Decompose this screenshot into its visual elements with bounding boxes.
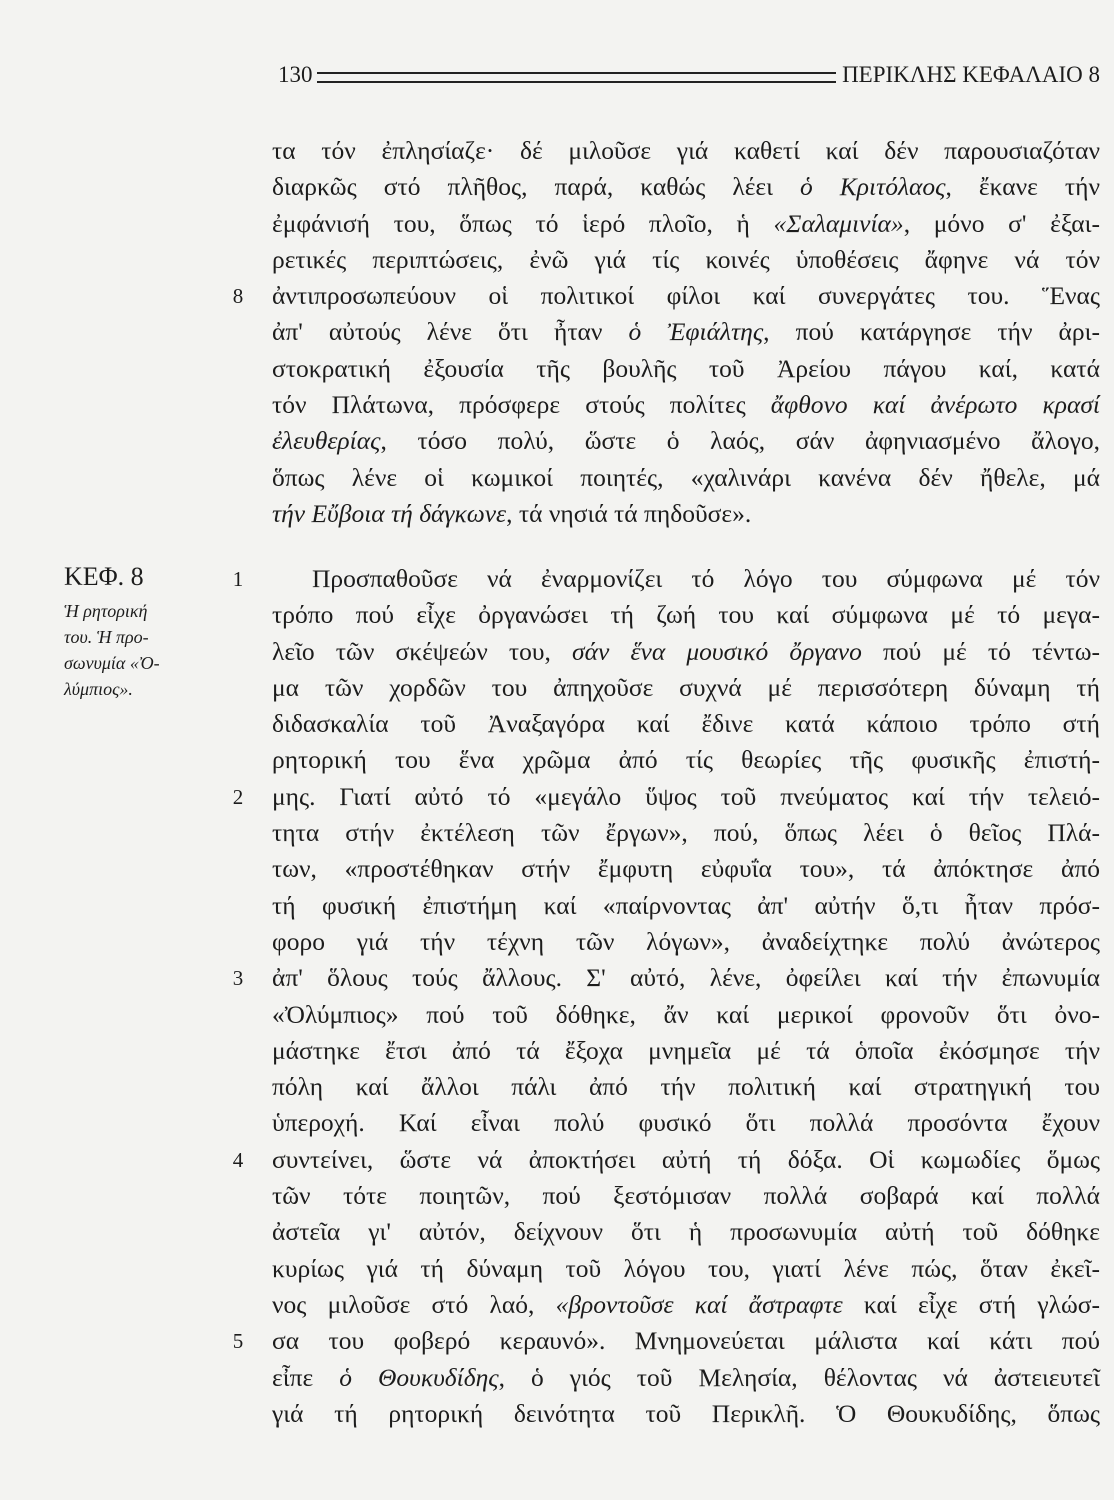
- text-line: [272, 742, 1100, 778]
- text-segment: ἀστεῖα γι' αὐτόν, δείχνουν ὅτι ἡ προσωνυμία αὐτή τοῦ δόθηκε: [272, 1217, 1100, 1247]
- text-segment: τρόπο πού εἶχε ὀργανώσει τή ζωή του καί σύμφωνα μέ τό μεγα-: [272, 600, 1100, 630]
- text-segment: λεῖο τῶν σκέψεών του,: [272, 636, 573, 666]
- text-segment: των, «προστέθηκαν στήν ἔμφυτη εὐφυΐα του», τά ἀπόκτησε ἀπό: [272, 854, 1100, 884]
- sidenote-line: του. Ἡ προ-: [64, 627, 149, 647]
- text-segment: κυρίως γιά τή δύναμη τοῦ λόγου του, γιατί λένε πώς, ὅταν ἐκεῖ-: [272, 1253, 1100, 1283]
- text-segment: , τά νησιά τά πηδοῦσε».: [506, 498, 752, 528]
- running-header: [278, 58, 1100, 92]
- running-title: ΠΕΡΙΚΛΗΣ ΚΕΦΑΛΑΙΟ 8: [842, 62, 1100, 87]
- text-segment: πόλη καί ἄλλοι πάλι ἀπό τήν πολιτική καί στρατηγική του: [272, 1072, 1100, 1102]
- text-line: [272, 1069, 1100, 1105]
- text-line: [272, 851, 1100, 887]
- italic-text: ὁ Ἐφιάλτης: [628, 317, 764, 347]
- header-double-rule: [317, 72, 837, 83]
- italic-text: ὁ Κριτόλαος: [800, 172, 946, 202]
- sidenote-line: λύμπιος».: [64, 679, 133, 699]
- text-line: [272, 670, 1100, 706]
- text-segment: ἀντιπροσωπεύουν οἱ πολιτικοί φίλοι καί συνεργάτες του. Ἕνας: [272, 281, 1100, 311]
- text-segment: μα τῶν χορδῶν του ἀπηχοῦσε συχνά μέ περισσότερη δύναμη τή: [272, 672, 1100, 702]
- text-segment: , μόνο σ' ἐξαι-: [903, 208, 1100, 238]
- text-line: [272, 1396, 1100, 1432]
- text-segment: τή φυσική ἐπιστήμη καί «παίρνοντας ἀπ' αὐτήν ὅ,τι ἦταν πρόσ-: [272, 890, 1100, 920]
- text-line: [272, 1142, 1100, 1178]
- text-line: [272, 1251, 1100, 1287]
- text-line: [272, 1178, 1100, 1214]
- text-line: [272, 496, 1100, 532]
- text-line: [272, 815, 1100, 851]
- text-segment: διδασκαλία τοῦ Ἀναξαγόρα καί ἔδινε κατά κάποιο τρόπο στή: [272, 709, 1100, 739]
- margin-line-number: 2: [232, 784, 244, 809]
- text-line: [272, 561, 1100, 597]
- chapter-label: ΚΕΦ. 8: [64, 562, 144, 591]
- text-segment: καί εἶχε στή γλώσ-: [842, 1289, 1100, 1319]
- text-segment: συντείνει, ὥστε νά ἀποκτήσει αὐτή τή δόξα. Οἱ κωμωδίες ὅμως: [272, 1144, 1100, 1174]
- margin-line-number: 4: [232, 1147, 244, 1172]
- text-segment: νος μιλοῦσε στό λαό,: [272, 1289, 556, 1319]
- margin-sidenote: [64, 562, 160, 702]
- text-line: [272, 1323, 1100, 1359]
- text-segment: πού μέ τό τέντω-: [861, 636, 1101, 666]
- text-line: [272, 706, 1100, 742]
- margin-line-number: 1: [232, 567, 244, 591]
- text-segment: ρητορική του ἕνα χρῶμα ἀπό τίς θεωρίες τῆς φυσικῆς ἐπιστή-: [272, 745, 1100, 775]
- text-segment: ρετικές περιπτώσεις, ἐνῶ γιά τίς κοινές ὑποθέσεις ἄφηνε νά τόν: [272, 244, 1100, 274]
- text-line: [272, 206, 1100, 242]
- text-line: [272, 997, 1100, 1033]
- text-line: [272, 960, 1100, 996]
- italic-text: «βροντοῦσε καί ἄστραφτε: [555, 1289, 843, 1319]
- text-line: [272, 597, 1100, 633]
- text-segment: τητα στήν ἐκτέλεση τῶν ἔργων», πού, ὅπως λέει ὁ θεῖος Πλά-: [272, 818, 1100, 848]
- text-line: [272, 634, 1100, 670]
- text-line: [272, 169, 1100, 205]
- text-line: [272, 1033, 1100, 1069]
- text-line: [272, 1214, 1100, 1250]
- text-segment: ὑπεροχή. Καί εἶναι πολύ φυσικό ὅτι πολλά προσόντα ἔχουν: [272, 1108, 1100, 1138]
- italic-text: ἐλευθερίας: [272, 426, 381, 456]
- italic-text: σάν ἕνα μουσικό ὄργανο: [572, 636, 862, 666]
- text-segment: , ὁ γιός τοῦ Μελησία, θέλοντας νά ἀστειευτεῖ: [498, 1362, 1101, 1392]
- text-segment: τῶν τότε ποιητῶν, πού ξεστόμισαν πολλά σοβαρά καί πολλά: [272, 1181, 1100, 1211]
- text-segment: εἶπε: [272, 1362, 340, 1392]
- sidenote-line: Ἡ ρητορική: [64, 601, 148, 621]
- text-segment: ἐμφάνισή του, ὅπως τό ἱερό πλοῖο, ἡ: [272, 208, 774, 238]
- italic-text: ἄφθονο καί ἀνέρωτο κρασί: [770, 390, 1100, 420]
- text-segment: , πού κατάργησε τήν ἀρι-: [763, 317, 1100, 347]
- text-line: [272, 888, 1100, 924]
- text-line: [272, 779, 1100, 815]
- italic-text: τήν Εὔβοια τή δάγκωνε: [272, 498, 507, 528]
- text-line: [272, 278, 1100, 314]
- text-line: [272, 423, 1100, 459]
- text-segment: ὅπως λένε οἱ κωμικοί ποιητές, «χαλινάρι κανένα δέν ἤθελε, μά: [272, 462, 1100, 492]
- text-segment: στοκρατική ἐξουσία τῆς βουλῆς τοῦ Ἀρείου πάγου καί, κατά: [272, 353, 1100, 383]
- margin-line-number: 3: [232, 966, 244, 991]
- text-segment: φορο γιά τήν τέχνη τῶν λόγων», ἀναδείχτηκε πολύ ἀνώτερος: [272, 926, 1100, 956]
- text-line: [272, 924, 1100, 960]
- text-segment: τα τόν ἐπλησίαζε· δέ μιλοῦσε γιά καθετί καί δέν παρουσιαζόταν: [272, 136, 1100, 165]
- text-segment: ἀπ' ὅλους τούς ἄλλους. Σ' αὐτό, λένε, ὀφείλει καί τήν ἐπωνυμία: [272, 963, 1100, 993]
- text-segment: σα του φοβερό κεραυνό». Μνημονεύεται μάλιστα καί κάτι πού: [272, 1326, 1100, 1356]
- text-line: [272, 1360, 1100, 1396]
- text-segment: ἀπ' αὐτούς λένε ὅτι ἦταν: [272, 317, 629, 347]
- text-segment: , ἔκανε τήν: [945, 172, 1100, 202]
- text-line: [272, 460, 1100, 496]
- paragraph-1: [272, 133, 1100, 532]
- text-segment: τόν Πλάτωνα, πρόσφερε στούς πολίτες: [272, 390, 771, 420]
- text-line: [272, 1105, 1100, 1141]
- text-line: [272, 351, 1100, 387]
- text-segment: «Ὀλύμπιος» πού τοῦ δόθηκε, ἄν καί μερικοί φρονοῦν ὅτι ὀνο-: [272, 999, 1100, 1029]
- text-segment: γιά τή ρητορική δεινότητα τοῦ Περικλῆ. Ὁ Θουκυδίδης, ὅπως: [272, 1398, 1100, 1428]
- text-line: [272, 133, 1100, 169]
- page-number: 130: [278, 62, 313, 87]
- text-segment: , τόσο πολύ, ὥστε ὁ λαός, σάν ἀφηνιασμένο ἄλογο,: [380, 426, 1100, 456]
- paragraph-2: [272, 561, 1100, 1432]
- text-line: [272, 387, 1100, 423]
- text-segment: μης. Γιατί αὐτό τό «μεγάλο ὕψος τοῦ πνεύματος καί τήν τελειό-: [272, 781, 1100, 811]
- sidenote-text: [64, 598, 160, 702]
- italic-text: «Σαλαμινία»: [773, 208, 904, 238]
- text-line: [272, 242, 1100, 278]
- margin-line-number: 5: [232, 1329, 244, 1354]
- text-line: [272, 1287, 1100, 1323]
- text-segment: διαρκῶς στό πλῆθος, παρά, καθώς λέει: [272, 172, 801, 202]
- margin-line-number: 8: [232, 284, 244, 309]
- sidenote-line: σωνυμία «Ὀ-: [64, 653, 160, 673]
- italic-text: ὁ Θουκυδίδης: [339, 1362, 499, 1392]
- text-line: [272, 314, 1100, 350]
- text-segment: μάστηκε ἔτσι ἀπό τά ἔξοχα μνημεῖα μέ τά ὁποῖα ἐκόσμησε τήν: [272, 1035, 1100, 1065]
- text-segment: Προσπαθοῦσε νά ἐναρμονίζει τό λόγο του σύμφωνα μέ τόν: [312, 564, 1100, 593]
